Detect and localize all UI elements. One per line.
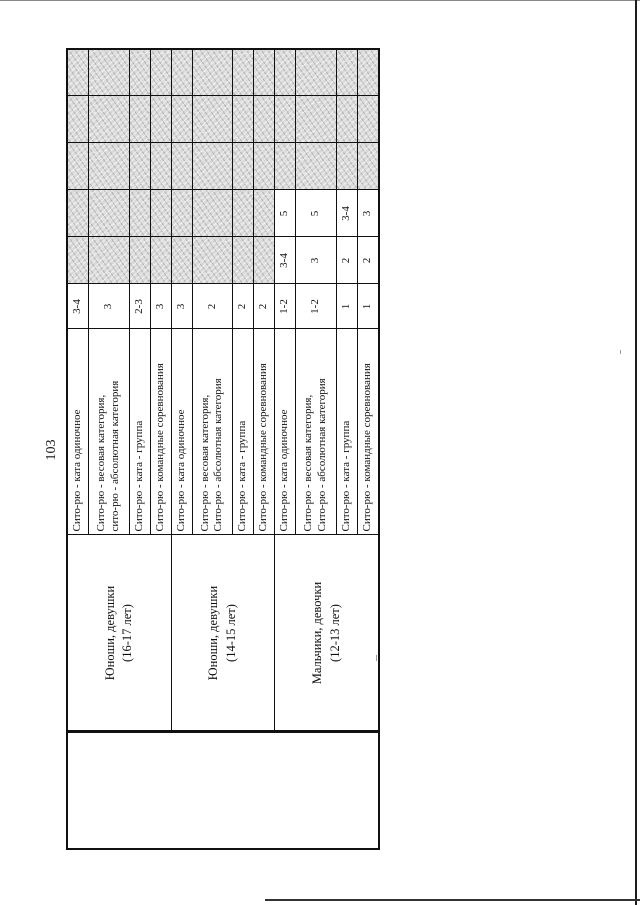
- shaded-cell: [192, 49, 233, 96]
- shaded-cell: [233, 49, 254, 96]
- shaded-cell: [150, 49, 171, 96]
- scan-edge-bottom: [265, 899, 640, 901]
- shaded-cell: [336, 143, 357, 190]
- group-label-line2: (12-13 лет): [327, 604, 342, 662]
- shaded-cell: [89, 143, 130, 190]
- group-label-line1: Юноши, девушки: [206, 585, 221, 681]
- shaded-cell: [129, 49, 150, 96]
- value-cell: 3-4: [67, 284, 89, 329]
- shaded-cell: [254, 49, 275, 96]
- shaded-cell: [67, 190, 89, 237]
- discipline-cell: [67, 329, 89, 535]
- discipline-cell: [129, 329, 150, 535]
- discipline-line1: Сито-рю - весовая категория,: [95, 394, 108, 532]
- discipline-line1: Сито-рю - командные соревнования: [360, 363, 373, 532]
- value-cell: 2: [336, 237, 357, 284]
- blank-subcategory-cell: [67, 731, 379, 732]
- value-cell: 3: [171, 284, 192, 329]
- shaded-cell: [89, 190, 130, 237]
- discipline-line2: Сито-рю - абсолютная категория: [315, 378, 328, 532]
- shaded-cell: [254, 143, 275, 190]
- shaded-cell: [192, 143, 233, 190]
- value-cell: 3: [89, 284, 130, 329]
- shaded-cell: [150, 96, 171, 143]
- group-label-line2: (14-15 лет): [223, 604, 238, 662]
- discipline-line1: Сито-рю - ката одиночное: [278, 409, 291, 532]
- page-number: 103: [44, 439, 59, 461]
- discipline-line1: Сито-рю - ката одиночное: [71, 409, 84, 532]
- discipline-line1: Сито-рю - ката одиночное: [174, 409, 187, 532]
- shaded-cell: [357, 96, 379, 143]
- shaded-cell: [275, 49, 296, 96]
- shaded-cell: [129, 190, 150, 237]
- shaded-cell: [171, 237, 192, 284]
- discipline-line1: Сито-рю - командные соревнования: [153, 363, 166, 532]
- discipline-cell: [150, 329, 171, 535]
- shaded-cell: [67, 143, 89, 190]
- discipline-line1: Сито-рю - весовая категория,: [198, 394, 211, 532]
- value-cell: 1-2: [275, 284, 296, 329]
- shaded-cell: [171, 96, 192, 143]
- shaded-cell: [129, 143, 150, 190]
- shaded-cell: [336, 96, 357, 143]
- discipline-line1: Сито-рю - ката - группа: [339, 420, 352, 532]
- value-cell: 5: [275, 190, 296, 237]
- shaded-cell: [233, 96, 254, 143]
- discipline-line2: сито-рю - абсолютная категория: [108, 380, 121, 532]
- discipline-line1: Сито-рю - ката - группа: [132, 420, 145, 532]
- value-cell: 3: [296, 237, 337, 284]
- shaded-cell: [275, 96, 296, 143]
- scan-speck: [620, 350, 621, 354]
- discipline-line2: Сито-рю - абсолютная категория: [212, 378, 225, 532]
- value-cell: 2: [357, 237, 379, 284]
- discipline-cell: [357, 329, 379, 535]
- shaded-cell: [254, 190, 275, 237]
- value-cell: 1-2: [296, 284, 337, 329]
- shaded-cell: [233, 190, 254, 237]
- shaded-cell: [129, 96, 150, 143]
- discipline-cell: [254, 329, 275, 535]
- scan-edge-top: [0, 0, 640, 1]
- group-label-line1: Юноши, девушки: [102, 585, 117, 681]
- value-cell: 3: [357, 190, 379, 237]
- shaded-cell: [296, 49, 337, 96]
- shaded-cell: [296, 96, 337, 143]
- shaded-cell: [254, 96, 275, 143]
- shaded-cell: [67, 96, 89, 143]
- shaded-cell: [171, 143, 192, 190]
- shaded-cell: [89, 96, 130, 143]
- table-row: [67, 49, 89, 849]
- shaded-cell: [357, 143, 379, 190]
- discipline-cell: [171, 329, 192, 535]
- discipline-cell: [89, 329, 130, 535]
- group-label-line2: (16-17 лет): [120, 604, 135, 662]
- discipline-cell: [275, 329, 296, 535]
- value-cell: 3-4: [275, 237, 296, 284]
- shaded-cell: [192, 190, 233, 237]
- group-cell: [67, 535, 171, 731]
- shaded-cell: [192, 96, 233, 143]
- discipline-cell: [296, 329, 337, 535]
- shaded-cell: [171, 190, 192, 237]
- value-cell: 3-4: [336, 190, 357, 237]
- discipline-line1: Сито-рю - ката - группа: [236, 420, 249, 532]
- discipline-cell: [336, 329, 357, 535]
- shaded-cell: [233, 237, 254, 284]
- value-cell: 2: [254, 284, 275, 329]
- shaded-cell: [89, 237, 130, 284]
- value-cell: 5: [296, 190, 337, 237]
- value-cell: 2: [233, 284, 254, 329]
- discipline-cell: [233, 329, 254, 535]
- shaded-cell: [296, 143, 337, 190]
- table-row: [275, 49, 296, 849]
- value-cell: 2-3: [129, 284, 150, 329]
- sports-table: [66, 48, 380, 850]
- shaded-cell: [150, 190, 171, 237]
- shaded-cell: [357, 49, 379, 96]
- shaded-cell: [129, 237, 150, 284]
- shaded-cell: [275, 143, 296, 190]
- shaded-cell: [233, 143, 254, 190]
- group-cell: [275, 535, 379, 731]
- shaded-cell: [336, 49, 357, 96]
- group-cell: [171, 535, 275, 731]
- shaded-cell: [67, 237, 89, 284]
- shaded-cell: [254, 237, 275, 284]
- shaded-cell: [150, 143, 171, 190]
- discipline-cell: [192, 329, 233, 535]
- blank-category-cell: [67, 732, 379, 849]
- shaded-cell: [89, 49, 130, 96]
- shaded-cell: [192, 237, 233, 284]
- discipline-line1: Сито-рю - командные соревнования: [257, 363, 270, 532]
- rotated-page: [44, 50, 380, 850]
- discipline-line1: Сито-рю - весовая категория,: [302, 394, 315, 532]
- group-label-line1: Мальчики, девочки: [310, 581, 325, 685]
- value-cell: 2: [192, 284, 233, 329]
- table-row: [171, 49, 192, 849]
- value-cell: 1: [357, 284, 379, 329]
- shaded-cell: [150, 237, 171, 284]
- shaded-cell: [67, 49, 89, 96]
- shaded-cell: [171, 49, 192, 96]
- scan-edge-right: [635, 0, 637, 905]
- value-cell: 3: [150, 284, 171, 329]
- value-cell: 1: [336, 284, 357, 329]
